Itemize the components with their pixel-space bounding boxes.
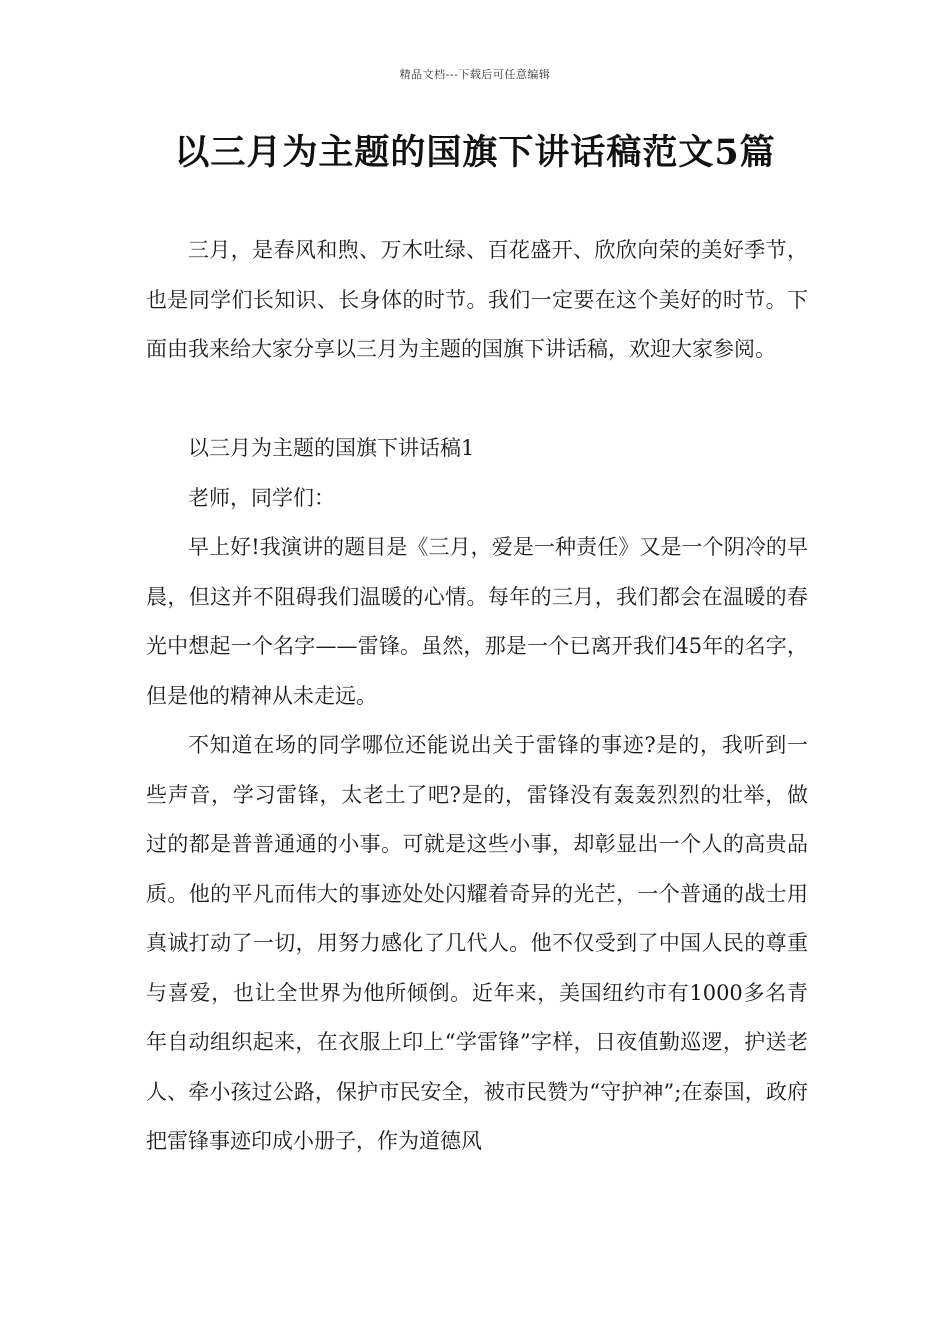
- speech-paragraph: 早上好!我演讲的题目是《三月，爱是一种责任》又是一个阴冷的早晨，但这并不阻碍我们温暖的心情。每年的三月，我们都会在温暖的春光中想起一个名字——雷锋。虽然，那是一个已离开我们45年的名字，但是他的精神从未走远。: [146, 535, 808, 708]
- speech-paragraph: 不知道在场的同学哪位还能说出关于雷锋的事迹?是的，我听到一些声音，学习雷锋，太老土了吧?是的，雷锋没有轰轰烈烈的壮举，做过的都是普普通通的小事。可就是这些小事，却彰显出一个人的高贵品质。他的平凡而伟大的事迹处处闪耀着奇异的光芒，一个普通的战士用真诚打动了一切，用努力感化了几代人。他不仅受到了中国人民的尊重与喜爱，也让全世界为他所倾倒。近年来，美国纽约市有1000多名青年自动组织起来，在衣服上印上“学雷锋”字样，日夜值勤巡逻，护送老人、牵小孩过公路，保护市民安全，被市民赞为“守护神”;在泰国，政府把雷锋事迹印成小册子，作为道德风: [146, 733, 808, 1153]
- intro-paragraph: 三月，是春风和煦、万木吐绿、百花盛开、欣欣向荣的美好季节，也是同学们长知识、长身体的时节。我们一定要在这个美好的时节。下面由我来给大家分享以三月为主题的国旗下讲话稿，欢迎大家参阅。: [146, 238, 808, 361]
- document-title: 以三月为主题的国旗下讲话稿范文5篇: [174, 132, 776, 173]
- header-note: 精品文档---下载后可任意编辑: [399, 68, 551, 81]
- salutation: 老师，同学们：: [188, 485, 335, 510]
- document-body: [146, 226, 808, 1167]
- section-heading: 以三月为主题的国旗下讲话稿1: [188, 436, 475, 460]
